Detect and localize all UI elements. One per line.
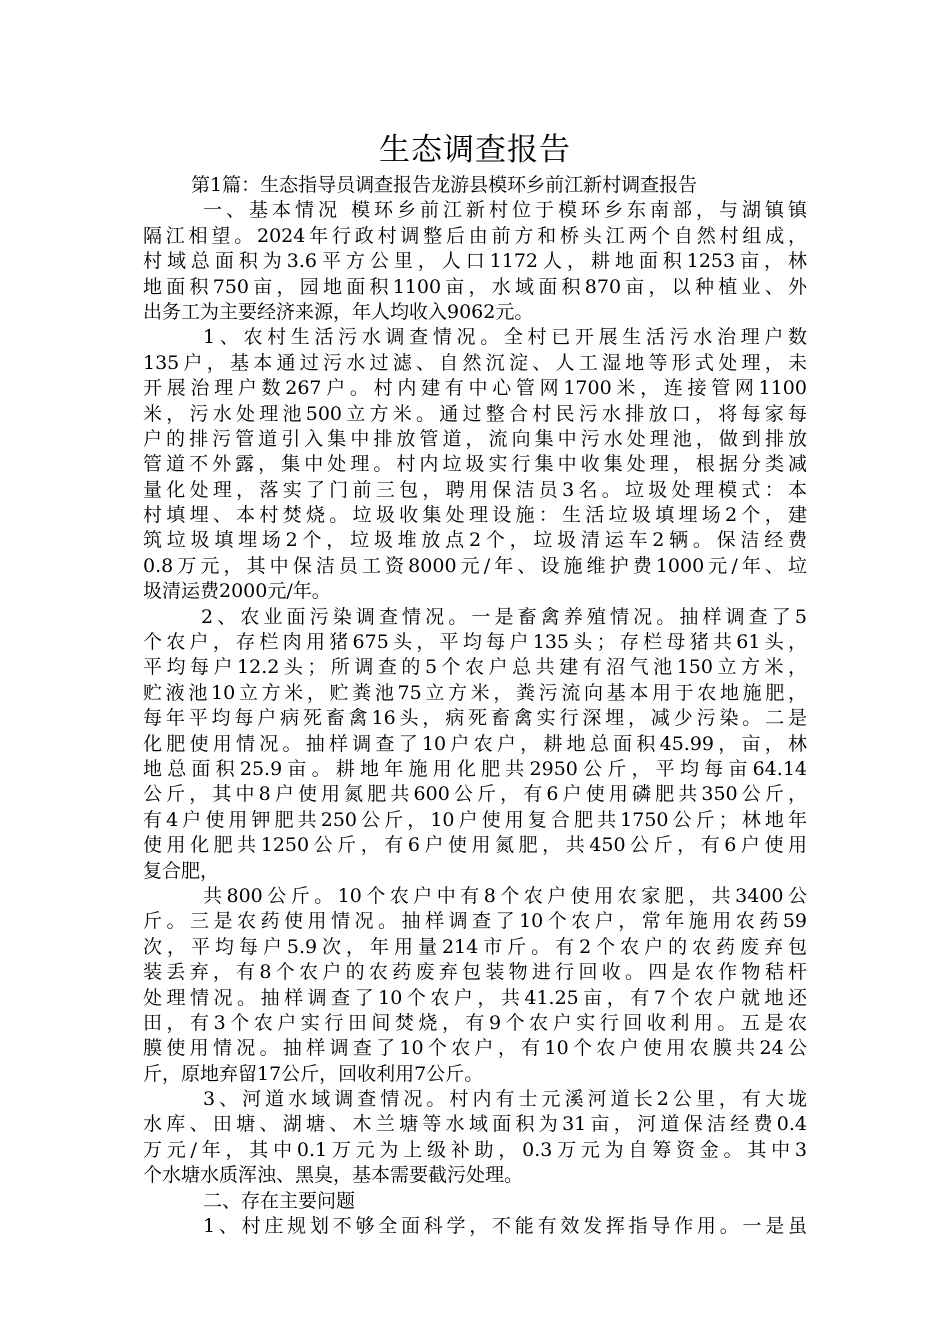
text-line: 地面积750亩，园地面积1100亩，水域面积870亩，以种植业、外 [143, 275, 807, 298]
text-line: 3、河道水域调查情况。村内有士元溪河道长2公里，有大垅 [203, 1088, 807, 1111]
text-line: 135户，基本通过污水过滤、自然沉淀、人工湿地等形式处理，未 [143, 351, 807, 374]
text-line: 复合肥， [143, 859, 220, 882]
text-line: 个水塘水质浑浊、黑臭，基本需要截污处理。 [143, 1164, 524, 1187]
page-title: 生态调查报告 [379, 132, 571, 168]
text-line: 户的排污管道引入集中排放管道，流向集中污水处理池，做到排放 [143, 427, 807, 450]
text-line: 处理情况。抽样调查了10个农户，共41.25亩，有7个农户就地还 [143, 986, 807, 1009]
text-line: 0.8万元，其中保洁员工资8000元/年、设施维护费1000元/年、垃 [143, 554, 807, 577]
text-line: 筑垃圾填埋场2个，垃圾堆放点2个，垃圾清运车2辆。保洁经费 [143, 529, 807, 552]
text-line: 有4户使用钾肥共250公斤，10户使用复合肥共1750公斤；林地年 [143, 808, 807, 831]
text-line: 米，污水处理池500立方米。通过整合村民污水排放口，将每家每 [143, 402, 807, 425]
text-line: 隔江相望。2024年行政村调整后由前方和桥头江两个自然村组成， [143, 224, 807, 247]
text-line: 管道不外露，集中处理。村内垃圾实行集中收集处理，根据分类减 [143, 453, 807, 476]
text-line: 共800公斤。10个农户中有8个农户使用农家肥，共3400公 [203, 884, 807, 907]
text-line: 万元/年，其中0.1万元为上级补助，0.3万元为自筹资金。其中3 [143, 1138, 807, 1161]
text-line: 村域总面积为3.6平方公里，人口1172人，耕地面积1253亩，林 [143, 250, 807, 273]
text-line: 2、农业面污染调查情况。一是畜禽养殖情况。抽样调查了5 [201, 605, 807, 628]
text-line: 圾清运费2000元/年。 [143, 580, 331, 603]
text-line: 开展治理户数267户。村内建有中心管网1700米，连接管网1100 [143, 377, 807, 400]
text-line: 化肥使用情况。抽样调查了10户农户，耕地总面积45.99，亩，林 [143, 732, 807, 755]
text-line: 斤，原地弃留17公斤，回收利用7公斤。 [143, 1062, 484, 1085]
report-body [143, 173, 807, 1239]
text-line: 贮液池10立方米，贮粪池75立方米，粪污流向基本用于农地施肥， [143, 681, 807, 704]
text-line: 一、基本情况 模环乡前江新村位于模环乡东南部，与湖镇镇 [203, 199, 807, 222]
text-line: 村填埋、本村焚烧。垃圾收集处理设施：生活垃圾填埋场2个，建 [143, 504, 807, 527]
text-line: 出务工为主要经济来源，年人均收入9062元。 [143, 300, 534, 323]
text-line: 平均每户12.2头；所调查的5个农户总共建有沼气池150立方米， [143, 656, 807, 679]
text-line: 田，有3个农户实行田间焚烧，有9个农户实行回收利用。五是农 [143, 1011, 807, 1034]
text-line: 斤。三是农药使用情况。抽样调查了10个农户，常年施用农药59 [143, 910, 807, 933]
text-line: 地总面积25.9亩。耕地年施用化肥共2950公斤，平均每亩64.14 [143, 757, 807, 780]
text-line: 量化处理，落实了门前三包，聘用保洁员3名。垃圾处理模式：本 [143, 478, 807, 501]
text-line: 公斤，其中8户使用氮肥共600公斤，有6户使用磷肥共350公斤， [143, 783, 807, 806]
text-line: 个农户，存栏肉用猪675头，平均每户135头；存栏母猪共61头， [143, 631, 807, 654]
text-line: 次，平均每户5.9次，年用量214市斤。有2个农户的农药废弃包 [143, 935, 807, 958]
text-line: 1、农村生活污水调查情况。全村已开展生活污水治理户数 [203, 326, 807, 349]
text-line: 1、村庄规划不够全面科学，不能有效发挥指导作用。一是虽 [203, 1215, 807, 1238]
text-line: 每年平均每户病死畜禽16头，病死畜禽实行深埋，减少污染。二是 [143, 707, 807, 730]
text-line: 水库、田塘、湖塘、木兰塘等水域面积为31亩，河道保洁经费0.4 [143, 1113, 807, 1136]
text-line: 膜使用情况。抽样调查了10个农户，有10个农户使用农膜共24公 [143, 1037, 807, 1060]
text-line: 使用化肥共1250公斤，有6户使用氮肥，共450公斤，有6户使用 [143, 834, 807, 857]
subtitle-line: 第1篇：生态指导员调查报告龙游县模环乡前江新村调查报告 [191, 174, 698, 196]
text-line: 装丢弃，有8个农户的农药废弃包装物进行回收。四是农作物秸杆 [143, 961, 807, 984]
section-heading: 二、存在主要问题 [203, 1189, 356, 1212]
